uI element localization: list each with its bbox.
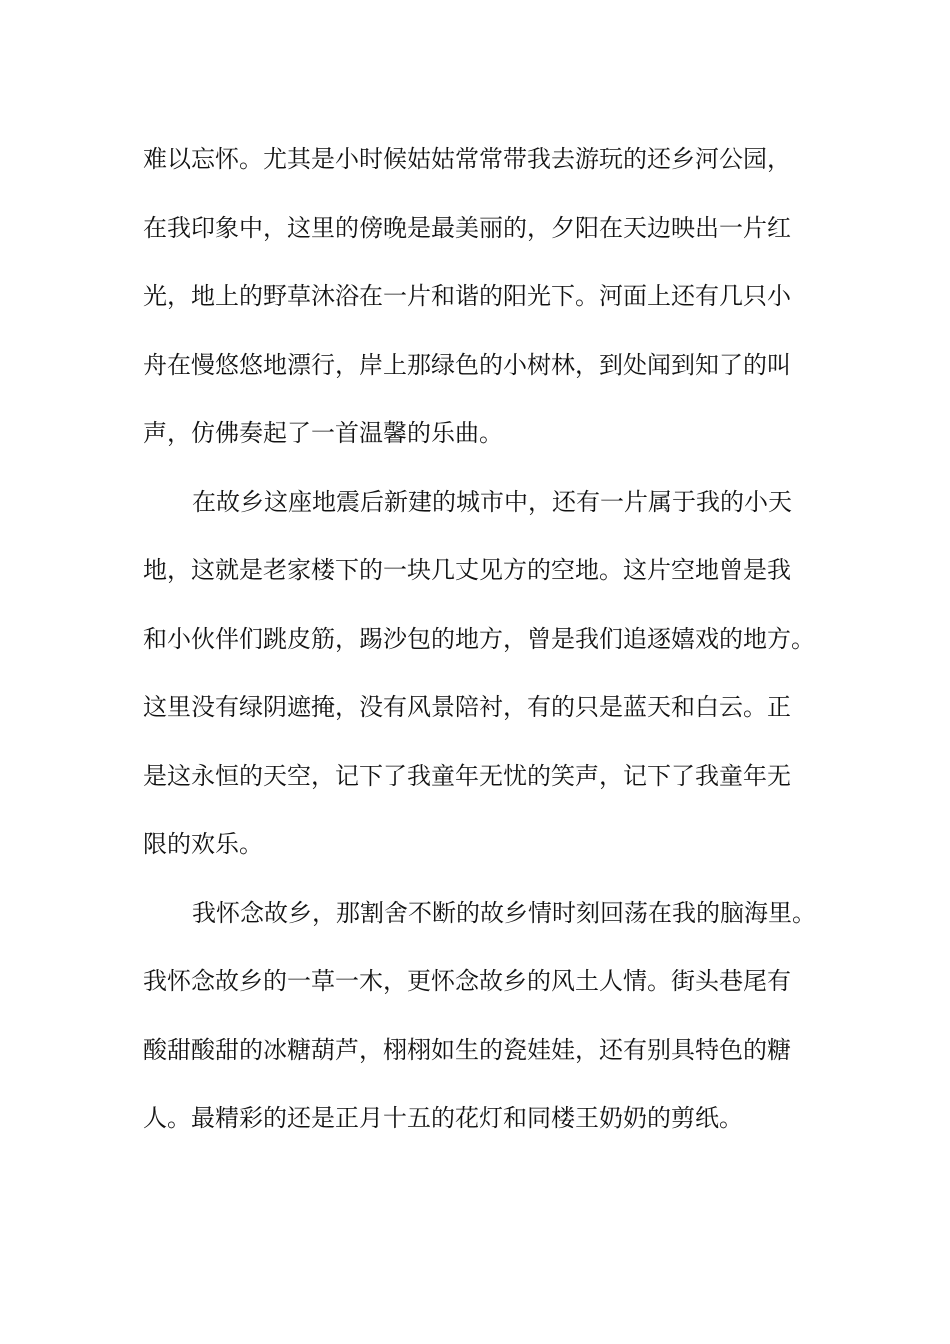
paragraph-3-line-1: 我怀念故乡，那割舍不断的故乡情时刻回荡在我的脑海里。	[192, 898, 816, 927]
paragraph-1-line-3: 光，地上的野草沐浴在一片和谐的阳光下。河面上还有几只小	[143, 282, 791, 310]
paragraph-2-line-4: 这里没有绿阴遮掩，没有风景陪衬，有的只是蓝天和白云。正	[143, 693, 791, 721]
paragraph-1-line-2: 在我印象中，这里的傍晚是最美丽的，夕阳在天边映出一片红	[143, 213, 791, 242]
paragraph-3-line-2: 我怀念故乡的一草一木，更怀念故乡的风土人情。街头巷尾有	[143, 967, 791, 995]
paragraph-1-line-4: 舟在慢悠悠地漂行，岸上那绿色的小树林，到处闻到知了的叫	[143, 350, 791, 379]
paragraph-2-line-1: 在故乡这座地震后新建的城市中，还有一片属于我的小天	[192, 487, 792, 516]
paragraph-1-line-1: 难以忘怀。尤其是小时候姑姑常常带我去游玩的还乡河公园，	[143, 145, 791, 173]
paragraph-2-line-5: 是这永恒的天空，记下了我童年无忧的笑声，记下了我童年无	[143, 761, 791, 790]
paragraph-2-line-3: 和小伙伴们跳皮筋，踢沙包的地方，曾是我们追逐嬉戏的地方。	[143, 624, 815, 653]
paragraph-2-line-2: 地，这就是老家楼下的一块几丈见方的空地。这片空地曾是我	[143, 556, 791, 584]
document-body	[143, 133, 823, 1161]
paragraph-1-line-5: 声，仿佛奏起了一首温馨的乐曲。	[143, 419, 503, 447]
paragraph-3-line-3: 酸甜酸甜的冰糖葫芦，栩栩如生的瓷娃娃，还有别具特色的糖	[143, 1035, 791, 1064]
paragraph-2-line-6: 限的欢乐。	[143, 830, 263, 858]
paragraph-3-line-4: 人。最精彩的还是正月十五的花灯和同楼王奶奶的剪纸。	[143, 1104, 743, 1132]
